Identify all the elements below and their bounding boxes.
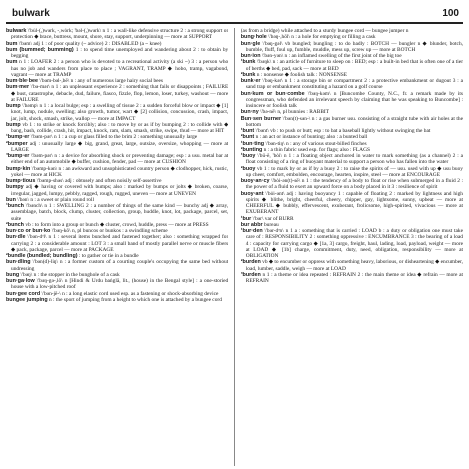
- entry-definition: \'bəmp-kən\ n : an awkward and unsophisticated country person ◆ clodhopper, hick, rustic, yokel — more at HICK: [11, 165, 229, 178]
- entry-headword: bump·kin: [6, 165, 31, 172]
- dictionary-entry: [241, 259, 463, 272]
- dictionary-entry: [241, 41, 463, 54]
- entry-definition: \'bən-jē-\ n : a long elastic cord used esp. as a fastening or shock-absorbing device: [41, 290, 219, 297]
- entry-definition: \'bü-ē, 'bȯi\ n 1 : a floating object anchored in water to mark something (as a channel) 2 : a float consisting of a ring of buoyant material to support a person who has fallen into the water: [245, 153, 463, 166]
- entry-definition: vb ◆ to encumber or oppress with something heavy, laborious, or disheartening ◆ encumber, load, lumber, saddle, weigh — more at LOAD: [245, 259, 463, 272]
- entry-headword: bur abbr: [240, 221, 263, 228]
- entry-headword: ¹bump·er: [6, 134, 30, 141]
- entry-headword: bun·co or bun·ko: [6, 228, 51, 234]
- entry-headword: ³bump·er: [6, 153, 30, 159]
- dictionary-entry: [6, 234, 228, 253]
- entry-headword: ³burden: [240, 271, 261, 278]
- dictionary-entry: [241, 228, 463, 259]
- entry-definition: \'bənch\ n 1 : SWELLING 2 : a number of things of the same kind — bunchy adj ◆ array, assemblage, batch, block, clump, cluster, collection, group, huddle, knot, lot, package, parcel, set, suite: [11, 203, 229, 222]
- entry-definition: : to gather or tie in a bundle: [78, 253, 139, 259]
- entry-definition: n : an act or instance of bunting; also : a bunted ball: [255, 134, 368, 141]
- entry-headword: bun·gee cord: [6, 290, 41, 297]
- entry-definition: \'bəŋ-kəm\ n [Buncombe County, N.C., fr. a remark made by its congressman, who defended an irrelevant speech by claiming that he was speaking to Buncombe] : insincere or foolish talk: [245, 90, 463, 109]
- dictionary-entry: [241, 78, 463, 91]
- dictionary-entry: [241, 153, 463, 166]
- entry-headword: ²burden: [240, 259, 261, 266]
- entry-definition: \'bən(t)-sən-\ n : a gas burner usu. consisting of a straight tube with air holes at the bottom: [245, 115, 463, 128]
- entry-headword: bum: [6, 40, 18, 47]
- dictionary-entry: [6, 84, 228, 103]
- entry-definition: \'bən-tiŋ\ n : any of various stout-billed finches: [265, 140, 367, 147]
- entry-headword: ¹buoy: [240, 153, 256, 159]
- entry-headword: ¹bunk: [240, 59, 256, 66]
- dictionary-entry: [6, 59, 228, 78]
- entry-definition: \'bər\ var of BURR: [252, 215, 294, 222]
- entry-headword: buoy·an·cy: [240, 178, 270, 184]
- entry-definition: \'bəm-pər\ n 1 : a cup or glass filled to the brim 2 : something unusually large: [30, 134, 198, 141]
- entry-definition: n 1 : a theme or idea repeated : REFRAIN 2 : the main theme or idea ◆ refrain — more at REFRAIN: [245, 271, 463, 284]
- entry-definition: \'bəm-pər\ n : a device for absorbing shock or preventing damage; esp : a usu. metal bar at either end of an automobile ◆ buffer, cushion, fender, pad — more at CUSHION: [11, 153, 229, 166]
- dictionary-entry: [241, 178, 463, 191]
- entry-definition: bureau: [263, 221, 279, 228]
- entry-headword: ²buoy: [240, 165, 256, 172]
- dictionary-entry: [6, 166, 228, 179]
- dictionary-entry: [6, 103, 228, 122]
- entry-headword: bun·ion: [240, 53, 261, 59]
- dictionary-entry: [6, 297, 228, 303]
- entry-definition: (as from a bridge) while attached to a sturdy bungee cord — bungee jumper n: [240, 28, 409, 34]
- entry-headword: bum·mer: [6, 84, 30, 91]
- entry-definition: \'bən-dᵊl\ n 1 : several items bunched and fastened together; also : something wrapped for carrying 2 : a considerable amount : LOT 3 : a small band of mostly parallel nerve or muscle fibers ◆ pack, package, parcel — more at PACKAGE: [11, 234, 229, 253]
- entry-definition: adj : unusually large ◆ big, grand, great, large, outsize, oversize, whopping — more at LARGE: [11, 140, 229, 153]
- entry-headword: ²bunt: [240, 134, 255, 141]
- entry-definition: \'bənt\ vb : to push or butt; esp : to bat a baseball lightly without swinging the bat: [255, 128, 431, 134]
- entry-headword: bump·tious: [6, 178, 36, 184]
- entry-definition: vb 1 : to mark by or as if by a buoy 2 : to raise the spirits of — usu. used with up ◆ usu buoy up cheer, comfort, embolden, encourage, hearten, inspire, steel — more at ENCOURAGE: [245, 165, 463, 178]
- entry-headword: bun·gle: [240, 40, 261, 47]
- entry-definition: \'bȯi-ənt\ adj : having buoyancy 1 : capable of floating 2 : marked by lightness and high spirits ◆ blithe, bright, cheerful, cheery, chipper, gay, lightsome, sunny, upbeat — more at CHEERFUL ◆ bubbly, effervescent, exuberant, frolicsome, high-spirited, vivacious — more at EXUBERANT: [245, 190, 463, 216]
- entry-headword: bump: [6, 121, 21, 128]
- page-number: 100: [442, 7, 459, 19]
- entry-headword: ²bumper: [6, 140, 28, 147]
- page-header: [6, 6, 463, 20]
- entry-headword: bun: [6, 196, 16, 203]
- entry-headword: bungee jumping: [6, 296, 48, 303]
- dictionary-entry: [241, 166, 463, 179]
- entry-headword: ²bunk: [240, 71, 256, 78]
- dictionary-entry: [6, 141, 228, 154]
- dictionary-entry: [241, 116, 463, 129]
- dictionary-entry: [6, 203, 228, 222]
- dictionary-entry: [6, 184, 228, 197]
- entry-definition: \'bəŋk\ n : an article of furniture to sleep on : BED; esp : a built-in bed that is often one of a tier of berths ◆ bed, pad, sack — more at BED: [245, 59, 463, 72]
- entry-definition: \'bəŋ-gəl\ vb bungled; bungling : to do badly : BOTCH — bungler n ◆ blunder, botch, bumble, fluff, foul up, fumble, muddle, mess up, screw up — more at BOTCH: [245, 40, 463, 53]
- entry-definition: n : nonsense ◆ foolish talk : NONSENSE: [256, 71, 348, 78]
- dictionary-entry: [6, 259, 228, 272]
- dictionary-entry: [241, 272, 463, 285]
- dictionary-entry: [6, 278, 228, 291]
- entry-definition: n 1 : LOAFER 2 : a person who is devoted to a recreational activity (a ski ~) 3 : a person who has no job and wanders from place to place ; VAGRANT, TRAMP ◆ hobo, tramp, vagabond, vagrant — more at TRAMP: [11, 59, 229, 78]
- entry-headword: bun·ny: [240, 109, 259, 116]
- entry-definition: \'bə-nē\ n, pl bunnies : RABBIT: [260, 109, 330, 116]
- dictionary-entry: [241, 91, 463, 110]
- entry-definition: \'bən\ n : a sweet or plain round roll: [17, 196, 94, 203]
- entry-definition: \'bər-dᵊn\ n 1 a : something that is carried : LOAD b : a duty or obligation one must take care of : RESPONSIBILITY 2 : something oppressive : ENCUMBRANCE 3 : the bearing of a load 4 : capacity for carrying cargo ◆ [1a, 3] cargo, freight, haul, lading, load, payload, weight — more at LOAD ◆ [1b] charge, commitment, duty, need, obligation, responsibility — more at OBLIGATION: [245, 228, 463, 259]
- entry-definition: \'bu̇l-(,)wərk, -,wȯrk; 'bəl-(,)wərk\ n 1 : a wall-like defensive structure 2 : a strong support or protection ◆ brace, buttress, mount, shore, stay, support, underpinning — more at SUPPORT: [11, 28, 229, 41]
- entry-headword: ¹bunt: [240, 128, 255, 134]
- entry-definition: \'bəm\ adj 1 : of poor quality (~ advice) 2 : DISABLED (a ~ knee): [18, 40, 162, 47]
- entry-headword: bum·ble·bee: [6, 78, 39, 84]
- entry-headword: ¹bur·den: [240, 228, 263, 234]
- entry-headword: bum (bummed; bumming): [6, 46, 74, 53]
- entry-definition: \'bə-mər\ n 1 : an unpleasant experience 2 : something that fails or disappoints ; FAILURE ◆ bust, catastrophe, debacle, dud, failure, fiasco, fizzle, flop, lemon, loser, turkey, washout — more at FAILURE: [11, 84, 229, 103]
- entry-definition: n : the sport of jumping from a height to which one is attached by a bungee cord: [48, 296, 222, 303]
- entry-definition: \'bəŋ-gə-,lō\ n [Hindi & Urdu baṅglā, lit., (house) in the Bengal style] : a one-storied house with a low-pitched roof: [11, 278, 229, 291]
- entry-definition: \'bəm-bəl-,bē\ n : any of numerous large hairy social bees: [39, 78, 164, 84]
- entry-definition: \'bəmp-shəs\ adj : obtusely and often noisily self-assertive: [36, 178, 162, 184]
- entry-definition: adj ◆ having or covered with bumps; also : marked by bumps or jolts ◆ broken, coarse, irregular, jagged, lumpy, pebbly, ragged, rough, rugged, uneven — more at UNEVEN: [11, 184, 229, 197]
- entry-headword: ¹bun·ting: [240, 140, 265, 147]
- entry-definition: n : a thin fabric used esp. for flags; also : FLAGS: [263, 146, 370, 153]
- entry-definition: \'bəŋ\ n : the stopper in the bunghole of a cask: [20, 271, 120, 278]
- entry-definition: \'bȯi-ən(t)-sē\ n 1 : the tendency of a body to float or rise when submerged in a fluid 2 : the power of a fluid to exert an upward force on a body placed in it 3 : resilience of spirit: [245, 178, 463, 191]
- entry-headword: bun·kum or bun·combe: [240, 90, 305, 97]
- entry-headword: ¹bur: [240, 215, 252, 222]
- entry-headword: bun·dle: [6, 234, 26, 241]
- entry-headword: bum: [6, 59, 18, 66]
- entry-headword: ²bunting: [240, 146, 263, 153]
- running-head: bulwark: [12, 7, 50, 19]
- entry-headword: bunk·er: [240, 78, 261, 84]
- entry-definition: \'bəŋ-kō\ n, pl buncos or bunkos : a swindling scheme: [51, 228, 168, 234]
- dictionary-entry: [6, 47, 228, 60]
- entry-definition: \'bəŋ-kər\ n 1 : a storage bin or compartment 2 : a protective embankment or dugout 3 : a sand trap or embankment constituting a hazard on a golf course: [245, 78, 463, 91]
- dictionary-entry: [6, 153, 228, 166]
- entry-headword: bun·dling: [6, 259, 31, 266]
- entry-headword: bump: [6, 103, 21, 109]
- dictionary-entry: [241, 191, 463, 216]
- header-rule: [6, 22, 463, 24]
- entry-definition: \'bən-yən\ n : an inflamed swelling of the first joint of the big toe: [261, 53, 402, 59]
- entry-definition: \'bən(d)-liŋ\ n : a former custom of a courting couple's occupying the same bed without undressing: [11, 259, 229, 272]
- dictionary-entry: [6, 122, 228, 135]
- entry-columns: [6, 28, 463, 466]
- right-column: [241, 28, 463, 466]
- entry-definition: vb : to form into a group or bunch ◆ cluster, crowd, huddle, press — more at PRESS: [25, 221, 209, 228]
- column-divider: [234, 28, 235, 466]
- entry-headword: bumpy: [6, 184, 24, 191]
- left-column: [6, 28, 228, 466]
- entry-headword: bung: [6, 271, 20, 278]
- entry-headword: bulwark: [6, 28, 27, 34]
- entry-definition: \'bəmp\ n 1 : a local bulge; esp : a swelling of tissue 2 : a sudden forceful blow or impact ◆ [1] knot, lump, nodule, swelling; also growth, tumor, wart ◆ [2] collision, concussion, crash, impact, jar, jolt, shock, smash, strike, wallop — more at IMPACT: [11, 103, 229, 122]
- dictionary-entry: [6, 28, 228, 41]
- dictionary-entry: [241, 59, 463, 72]
- entry-headword: ²bundle (bundled; bundling): [6, 253, 78, 259]
- entry-headword: buoy·ant: [240, 190, 264, 197]
- entry-definition: vb 1 : to strike or knock forcibly; also : to move by or as if by bumping 2 : to collide with ◆ bang, bash, collide, crash, hit, impact, knock, ram, slam, smash, strike, swipe, thud — more at HIT: [11, 121, 229, 134]
- entry-definition: \'bəŋ-,hōl\ n : a hole for emptying or filling a cask: [268, 34, 376, 41]
- entry-headword: Bun·sen burner: [240, 115, 282, 122]
- entry-headword: ¹bunch: [6, 203, 24, 209]
- entry-headword: ²bunch: [6, 221, 24, 228]
- entry-definition: 1 : to spend time unemployed and wandering about 2 : to obtain by begging: [11, 46, 229, 59]
- entry-headword: bung·hole: [240, 34, 267, 41]
- entry-headword: bun·ga·low: [6, 278, 35, 284]
